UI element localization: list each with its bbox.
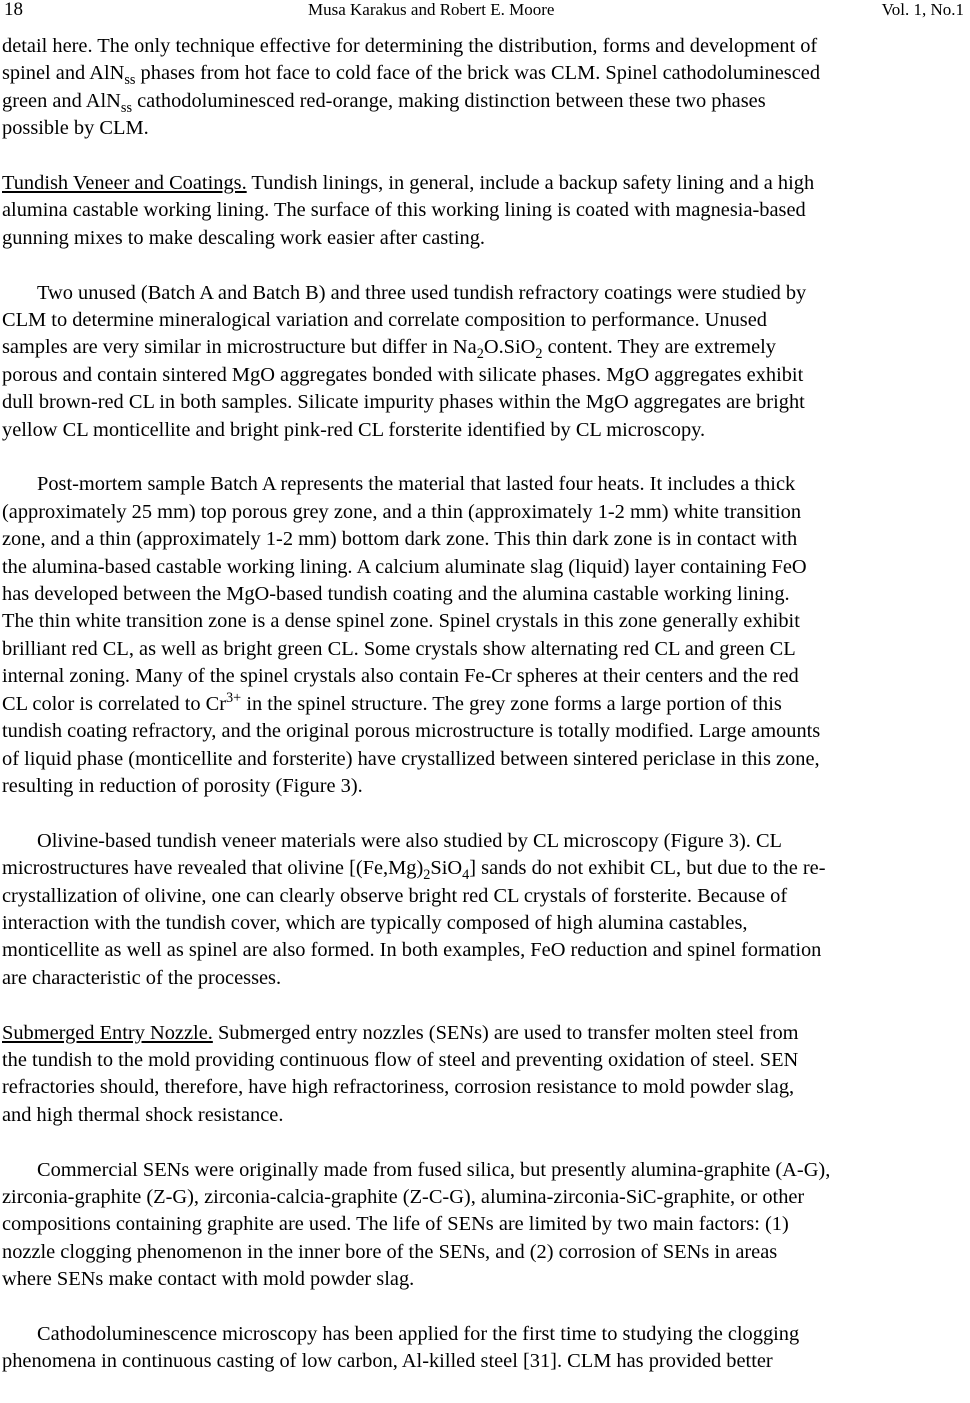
text-line: Commercial SENs were originally made from fused silica, but presently alumina-graphite (A-G), [37,1158,831,1181]
paragraph-4 [2,471,970,800]
subscript: ss [120,99,133,116]
text-line: internal zoning. Many of the spinel crystals also contain Fe-Cr spheres at their centers and the red [2,665,799,688]
section-title-sen: Submerged Entry Nozzle. [2,1021,213,1044]
text-line: nozzle clogging phenomenon in the inner bore of the SENs, and (2) corrosion of SENs in areas [2,1240,778,1263]
text-line: brilliant red CL, as well as bright green CL. Some crystals show alternating red CL and green CL [2,637,796,660]
text-line: Post-mortem sample Batch A represents the material that lasted four heats. It includes a thick [37,473,796,496]
subscript: 2 [535,346,543,363]
text-line: Olivine-based tundish veneer materials were also studied by CL microscopy (Figure 3). CL [37,829,783,852]
text-line: green and AlN$_{ss}$ cathodoluminesced red-orange, making distinction between these two phases [2,89,766,116]
page-body [2,33,970,1403]
section-title-tundish: Tundish Veneer and Coatings. [2,172,247,195]
page-header [4,0,964,22]
text-line: yellow CL monticellite and bright pink-red CL forsterite identified by CL microscopy. [2,418,706,441]
paragraph-5 [2,828,970,992]
text-line: and high thermal shock resistance. [2,1103,284,1126]
paragraph-tundish-veneer [2,170,970,252]
paragraph-3 [2,280,970,444]
text-line: are characteristic of the processes. [2,966,282,989]
text-line: phenomena in continuous casting of low carbon, Al-killed steel [31]. CLM has provided better [2,1350,773,1373]
text-line: Submerged Entry Nozzle. Submerged entry nozzles (SENs) are used to transfer molten steel from [2,1021,799,1044]
subscript: 2 [423,867,431,884]
text-line: microstructures have revealed that olivine $[(Fe,Mg)_2SiO_4]$ sands do not exhibit CL, but due to the re- [2,857,826,884]
text-line: refractories should, therefore, have high refractoriness, corrosion resistance to mold powder slag, [2,1076,795,1099]
text-line: of liquid phase (monticellite and forsterite) have crystallized between sintered periclase in this zone, [2,747,820,770]
text-line: detail here. The only technique effective for determining the distribution, forms and development of [2,35,818,57]
text-line: monticellite as well as spinel are also formed. In both examples, FeO reduction and spinel formation [2,939,822,962]
page-number: 18 [4,0,23,20]
superscript: 3+ [226,689,242,706]
text-line: CL color is correlated to $Cr^{3+}$ in the spinel structure. The grey zone forms a large portion of this [2,689,782,715]
paragraph-8 [2,1321,970,1376]
text-line: gunning mixes to make descaling work easier after casting. [2,226,485,249]
text-line: interaction with the tundish cover, which are typically composed of high alumina castables, [2,911,748,934]
text-line: crystallization of olivine, one can clearly observe bright red CL crystals of forsterite. Because of [2,884,788,907]
text-line: spinel and AlN$_{ss}$ phases from hot face to cold face of the brick was CLM. Spinel cathodoluminesced [2,62,821,89]
paragraph-7 [2,1157,970,1294]
text-line: zone, and a thin (approximately 1-2 mm) bottom dark zone. This thin dark zone is in contact with [2,528,798,551]
text-line: where SENs make contact with mold powder slag. [2,1268,415,1291]
text-line: the tundish to the mold providing continuous flow of steel and preventing oxidation of steel. SEN [2,1048,799,1071]
text-line: Tundish Veneer and Coatings. Tundish linings, in general, include a backup safety lining and a high [2,172,815,195]
text-line: CLM to determine mineralogical variation and correlate composition to performance. Unused [2,309,767,332]
text-line: zirconia-graphite (Z-G), zirconia-calcia-graphite (Z-C-G), alumina-zirconia-SiC-graphite, or other [2,1185,805,1208]
text-line: possible by CLM. [2,117,149,140]
text-line: has developed between the MgO-based tundish coating and the alumina castable working lining. [2,583,790,606]
text-line: the alumina-based castable working lining. A calcium aluminate slag (liquid) layer containing FeO [2,555,807,578]
text-line: alumina castable working lining. The surface of this working lining is coated with magnesia-based [2,199,806,222]
subscript: 2 [476,346,484,363]
text-line: resulting in reduction of porosity (Figure 3). [2,774,363,797]
running-head-volume: Vol. 1, No.1 [881,0,964,19]
text-line: (approximately 25 mm) top porous grey zone, and a thin (approximately 1-2 mm) white transition [2,500,802,523]
paragraph-1 [2,33,970,143]
text-line: tundish coating refractory, and the original porous microstructure is totally modified. Large amounts [2,720,821,743]
text-line: Two unused (Batch A and Batch B) and three used tundish refractory coatings were studied by [37,281,807,304]
text-line: porous and contain sintered MgO aggregates bonded with silicate phases. MgO aggregates exhibit [2,363,804,386]
running-head-authors: Musa Karakus and Robert E. Moore [308,0,555,19]
subscript: ss [124,72,136,89]
text-line: compositions containing graphite are used. The life of SENs are limited by two main factors: (1) [2,1213,789,1236]
text-line: Cathodoluminescence microscopy has been applied for the first time to studying the clogging [37,1322,800,1345]
text-line: samples are very similar in microstructure but differ in $Na_2O.SiO_2$ content. They are extremely [2,336,776,363]
subscript: 4 [462,867,470,884]
text-line: dull brown-red CL in both samples. Silicate impurity phases within the MgO aggregates are bright [2,391,805,414]
text-line: The thin white transition zone is a dense spinel zone. Spinel crystals in this zone generally exhibit [2,610,800,633]
paragraph-submerged-entry-nozzle [2,1020,970,1130]
